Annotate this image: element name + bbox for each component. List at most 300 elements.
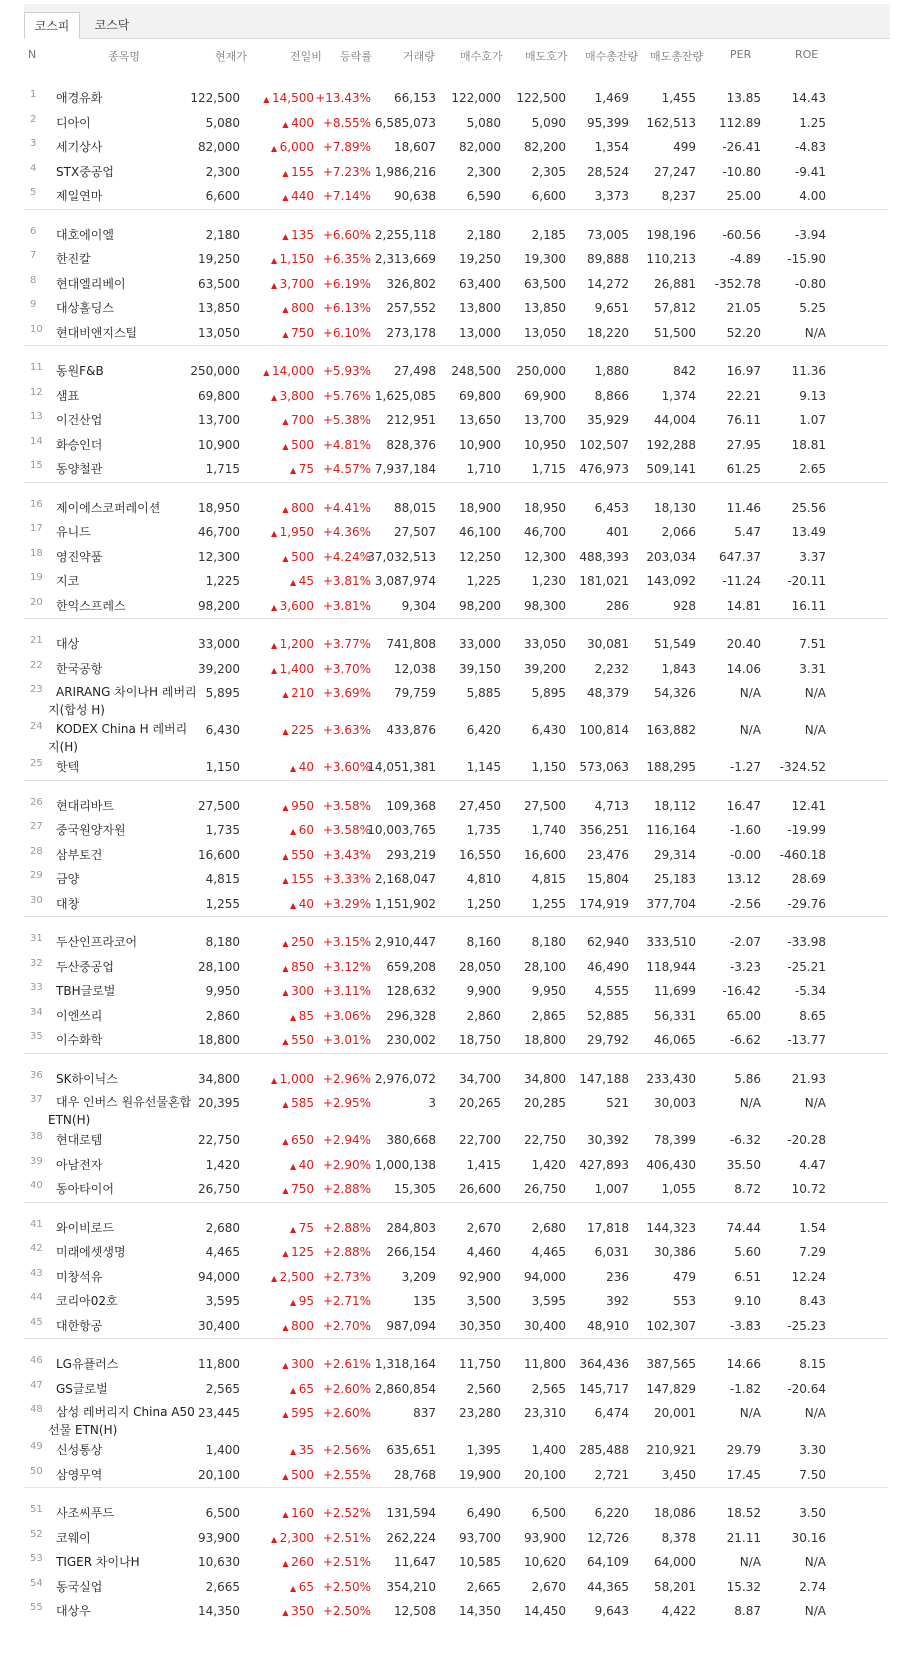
bid-total: 35,929 bbox=[587, 413, 629, 427]
ask-price: 4,465 bbox=[531, 1245, 566, 1259]
up-arrow-icon: ▲ bbox=[282, 119, 292, 129]
ask-price: 13,050 bbox=[524, 325, 566, 340]
stock-name[interactable]: 현대엘리베이 bbox=[56, 276, 126, 291]
ask-total: 499 bbox=[673, 140, 696, 154]
stock-name[interactable]: 대상홀딩스 bbox=[56, 301, 114, 315]
stock-name[interactable]: LG유플러스 bbox=[56, 1357, 119, 1371]
table-row[interactable] bbox=[0, 755, 888, 780]
change-amount-value: 550 bbox=[291, 1033, 314, 1047]
change-rate: +3.11% bbox=[322, 984, 371, 998]
table-row[interactable] bbox=[0, 1128, 888, 1153]
change-amount bbox=[271, 139, 314, 157]
stock-name[interactable]: KODEX China H 레버리지(H) bbox=[48, 722, 188, 754]
stock-name[interactable]: 중국원양자원 bbox=[56, 823, 126, 837]
roe-value: N/A bbox=[804, 686, 826, 700]
ask-total: 26,881 bbox=[654, 276, 696, 291]
roe-value: -20.11 bbox=[787, 574, 826, 588]
stock-name[interactable]: 두산중공업 bbox=[56, 959, 114, 974]
roe-value: N/A bbox=[804, 325, 826, 340]
table-row[interactable] bbox=[0, 160, 888, 185]
table-row[interactable] bbox=[0, 1352, 888, 1377]
ask-total: 3,450 bbox=[661, 1467, 696, 1482]
up-arrow-icon: ▲ bbox=[270, 1075, 280, 1085]
up-arrow-icon: ▲ bbox=[263, 368, 272, 377]
stock-name[interactable]: 현대로템 bbox=[56, 1133, 103, 1147]
stock-name[interactable]: 아남전자 bbox=[56, 1157, 103, 1172]
change-amount-value: 2,500 bbox=[279, 1269, 314, 1284]
table-row[interactable] bbox=[0, 1067, 888, 1092]
row-num: 16 bbox=[30, 498, 43, 510]
change-amount-value: 700 bbox=[291, 413, 314, 427]
change-rate: +2.55% bbox=[322, 1467, 371, 1482]
roe-value: 16.11 bbox=[791, 598, 826, 613]
stock-name[interactable]: 사조씨푸드 bbox=[56, 1506, 114, 1520]
stock-name[interactable]: 미창석유 bbox=[56, 1269, 103, 1284]
stock-name[interactable]: 제이에스코퍼레이션 bbox=[56, 500, 161, 515]
table-row[interactable] bbox=[0, 657, 888, 682]
table-row[interactable] bbox=[0, 1177, 888, 1202]
current-price: 18,950 bbox=[198, 500, 240, 515]
per-value: N/A bbox=[739, 1555, 761, 1569]
current-price: 4,465 bbox=[205, 1245, 240, 1259]
table-row[interactable] bbox=[0, 135, 888, 160]
current-price: 1,255 bbox=[205, 896, 240, 911]
ask-total: 479 bbox=[673, 1269, 696, 1284]
stock-name[interactable]: 대상 bbox=[56, 637, 80, 651]
stock-name[interactable]: TIGER 차이나H bbox=[56, 1555, 140, 1569]
roe-value: 25.56 bbox=[791, 500, 826, 515]
volume: 230,002 bbox=[386, 1033, 436, 1047]
group-spacer bbox=[24, 781, 888, 794]
change-rate: +13.43% bbox=[315, 91, 371, 105]
volume: 9,304 bbox=[401, 598, 436, 613]
change-rate: +4.24% bbox=[322, 549, 371, 564]
table-row[interactable] bbox=[0, 272, 888, 297]
change-amount-value: 585 bbox=[291, 1096, 314, 1110]
row-num: 7 bbox=[30, 250, 37, 261]
stock-name[interactable]: STX중공업 bbox=[56, 164, 114, 179]
table-row[interactable] bbox=[0, 86, 888, 111]
row-group bbox=[24, 1054, 888, 1203]
table-row[interactable] bbox=[0, 569, 888, 594]
stock-name[interactable]: 애경유화 bbox=[56, 91, 103, 105]
per-value: -60.56 bbox=[722, 227, 761, 242]
table-row[interactable] bbox=[0, 1265, 888, 1290]
change-rate: +2.61% bbox=[322, 1357, 371, 1371]
per-value: 27.95 bbox=[726, 437, 761, 452]
bid-price: 1,735 bbox=[466, 823, 501, 837]
roe-value: 18.81 bbox=[791, 437, 826, 452]
ask-price: 46,700 bbox=[524, 525, 566, 539]
table-row[interactable] bbox=[0, 818, 888, 843]
stock-name[interactable]: 대한항공 bbox=[56, 1318, 103, 1333]
per-value: -26.41 bbox=[722, 140, 761, 154]
stock-name[interactable]: 샘표 bbox=[56, 388, 80, 403]
table-row[interactable] bbox=[0, 433, 888, 458]
table-row[interactable] bbox=[0, 1599, 888, 1624]
stock-name[interactable]: 대호에이엘 bbox=[56, 227, 114, 242]
current-price: 2,680 bbox=[205, 1220, 240, 1235]
ask-total: 46,065 bbox=[654, 1033, 696, 1047]
stock-name[interactable]: 삼영무역 bbox=[56, 1467, 103, 1482]
stock-name[interactable]: 디아이 bbox=[56, 115, 91, 130]
current-price: 5,080 bbox=[205, 115, 240, 130]
row-group bbox=[24, 1488, 888, 1624]
change-rate: +2.73% bbox=[322, 1269, 371, 1284]
roe-value: N/A bbox=[804, 1555, 826, 1569]
stock-name[interactable]: GS글로벌 bbox=[56, 1381, 108, 1396]
up-arrow-icon: ▲ bbox=[282, 727, 292, 736]
bid-price: 2,560 bbox=[466, 1381, 501, 1396]
current-price: 11,800 bbox=[198, 1357, 240, 1371]
volume: 14,051,381 bbox=[367, 760, 436, 774]
current-price: 6,430 bbox=[205, 723, 240, 737]
table-row[interactable] bbox=[0, 1463, 888, 1488]
per-value: 35.50 bbox=[726, 1157, 761, 1172]
tab-kosdaq[interactable]: 코스닥 bbox=[94, 18, 130, 32]
stock-name[interactable]: 삼부토건 bbox=[56, 847, 103, 862]
stock-name[interactable]: 한국공항 bbox=[56, 661, 103, 676]
row-num: 47 bbox=[30, 1379, 43, 1391]
stock-name[interactable]: 현대비앤지스틸 bbox=[56, 325, 138, 340]
table-row[interactable] bbox=[0, 1575, 888, 1600]
table-row[interactable] bbox=[0, 632, 888, 657]
change-amount-value: 800 bbox=[291, 1318, 314, 1333]
bid-total: 1,880 bbox=[594, 364, 629, 378]
bid-price: 6,590 bbox=[466, 189, 501, 203]
stock-name[interactable]: 화승인더 bbox=[56, 437, 103, 452]
up-arrow-icon: ▲ bbox=[290, 1447, 299, 1456]
up-arrow-icon: ▲ bbox=[282, 1510, 292, 1519]
up-arrow-icon: ▲ bbox=[290, 1224, 299, 1234]
row-num: 29 bbox=[30, 870, 43, 881]
change-amount bbox=[282, 1554, 314, 1572]
up-arrow-icon: ▲ bbox=[282, 553, 292, 563]
change-amount-value: 3,600 bbox=[279, 598, 314, 613]
up-arrow-icon: ▲ bbox=[270, 529, 280, 538]
row-num: 48 bbox=[30, 1404, 43, 1415]
change-amount-value: 1,400 bbox=[279, 661, 314, 676]
table-row[interactable] bbox=[0, 457, 888, 482]
stock-name[interactable]: 동국실업 bbox=[56, 1579, 103, 1594]
table-row[interactable] bbox=[0, 843, 888, 868]
bid-price: 63,400 bbox=[459, 276, 501, 291]
change-amount bbox=[263, 90, 314, 108]
current-price: 10,630 bbox=[198, 1555, 240, 1569]
table-row[interactable] bbox=[0, 718, 888, 755]
bid-total: 30,392 bbox=[587, 1133, 629, 1147]
table-row[interactable] bbox=[0, 892, 888, 917]
table-row[interactable] bbox=[0, 1153, 888, 1178]
bid-total: 9,651 bbox=[594, 301, 629, 315]
group-spacer bbox=[24, 483, 888, 496]
stock-name[interactable]: SK하이닉스 bbox=[56, 1071, 118, 1086]
table-row[interactable] bbox=[0, 384, 888, 409]
market-tab-bar bbox=[24, 4, 890, 39]
stock-name[interactable]: 한진칼 bbox=[56, 252, 91, 266]
row-num: 25 bbox=[30, 758, 43, 769]
row-num: 36 bbox=[30, 1069, 43, 1081]
stock-name[interactable]: 제일연마 bbox=[56, 189, 103, 203]
stock-name[interactable]: 유니드 bbox=[56, 525, 91, 539]
stock-name[interactable]: 지코 bbox=[56, 574, 80, 588]
row-num: 13 bbox=[30, 411, 43, 422]
bid-total: 364,436 bbox=[579, 1357, 629, 1371]
per-value: 5.47 bbox=[734, 525, 761, 539]
ask-total: 2,066 bbox=[661, 525, 696, 539]
col-ask-header: 매도호가 bbox=[525, 50, 568, 63]
row-num: 19 bbox=[30, 572, 43, 583]
change-rate: +2.94% bbox=[322, 1133, 371, 1147]
ask-price: 9,950 bbox=[531, 984, 566, 998]
change-amount-value: 260 bbox=[291, 1555, 314, 1569]
table-row[interactable] bbox=[0, 1438, 888, 1463]
change-amount bbox=[290, 1008, 314, 1026]
table-row[interactable] bbox=[0, 1028, 888, 1053]
table-row[interactable] bbox=[0, 979, 888, 1004]
up-arrow-icon: ▲ bbox=[282, 504, 292, 514]
table-row[interactable] bbox=[0, 496, 888, 521]
roe-value: 12.41 bbox=[791, 798, 826, 813]
bid-price: 46,100 bbox=[459, 525, 501, 539]
table-row[interactable] bbox=[0, 1240, 888, 1265]
change-amount-value: 95 bbox=[298, 1294, 314, 1308]
change-amount-value: 6,000 bbox=[279, 140, 314, 154]
group-spacer bbox=[24, 210, 888, 223]
stock-name[interactable]: 코리아02호 bbox=[56, 1294, 118, 1308]
table-row[interactable] bbox=[0, 1501, 888, 1526]
ask-total: 18,086 bbox=[654, 1506, 696, 1520]
stock-name[interactable]: 동양철관 bbox=[56, 462, 103, 476]
tab-kospi[interactable]: 코스피 bbox=[24, 12, 80, 39]
table-row[interactable] bbox=[0, 545, 888, 570]
per-value: 52.20 bbox=[726, 325, 761, 340]
bid-total: 9,643 bbox=[594, 1604, 629, 1618]
row-num: 10 bbox=[30, 323, 43, 335]
ask-price: 26,750 bbox=[524, 1182, 566, 1196]
bid-total: 62,940 bbox=[587, 935, 629, 949]
ask-price: 1,150 bbox=[531, 760, 566, 774]
stock-name[interactable]: 현대리바트 bbox=[56, 798, 114, 813]
row-num: 46 bbox=[30, 1355, 43, 1366]
change-amount-value: 65 bbox=[298, 1381, 314, 1396]
change-amount bbox=[271, 661, 314, 679]
change-amount bbox=[290, 573, 314, 591]
volume: 28,768 bbox=[394, 1467, 436, 1482]
bid-price: 18,750 bbox=[459, 1033, 501, 1047]
row-group bbox=[24, 210, 888, 347]
stock-name[interactable]: 미래에셋생명 bbox=[56, 1245, 126, 1259]
change-rate: +3.63% bbox=[322, 723, 371, 737]
change-amount-value: 40 bbox=[298, 896, 314, 911]
group-spacer bbox=[24, 1488, 888, 1501]
per-value: 9.10 bbox=[734, 1294, 761, 1308]
bid-total: 145,717 bbox=[579, 1381, 629, 1396]
change-amount-value: 440 bbox=[291, 189, 314, 203]
stock-name[interactable]: TBH글로벌 bbox=[56, 984, 116, 998]
change-amount bbox=[282, 300, 314, 318]
stock-name[interactable]: 한익스프레스 bbox=[56, 598, 126, 613]
table-row[interactable] bbox=[0, 681, 888, 718]
change-amount-value: 155 bbox=[291, 872, 314, 886]
per-value: 17.45 bbox=[726, 1467, 761, 1482]
current-price: 9,950 bbox=[205, 984, 240, 998]
table-row[interactable] bbox=[0, 594, 888, 619]
table-row[interactable] bbox=[0, 1314, 888, 1339]
current-price: 22,750 bbox=[198, 1133, 240, 1147]
stock-name[interactable]: 이엔쓰리 bbox=[56, 1008, 103, 1023]
volume: 66,153 bbox=[394, 91, 436, 105]
col-roe-header: ROE bbox=[795, 48, 819, 61]
row-num: 5 bbox=[30, 187, 37, 198]
table-row[interactable] bbox=[0, 184, 888, 209]
per-value: -1.82 bbox=[729, 1381, 761, 1396]
stock-name[interactable]: 금양 bbox=[56, 872, 80, 886]
ask-price: 34,800 bbox=[524, 1071, 566, 1086]
ask-price: 1,230 bbox=[531, 574, 566, 588]
change-amount bbox=[271, 636, 314, 654]
volume: 88,015 bbox=[394, 500, 436, 515]
col-bid-header: 매수호가 bbox=[460, 50, 503, 63]
stock-name[interactable]: 두산인프라코어 bbox=[56, 935, 138, 949]
per-value: 5.60 bbox=[734, 1245, 761, 1259]
stock-name[interactable]: 와이비로드 bbox=[56, 1220, 114, 1235]
up-arrow-icon: ▲ bbox=[282, 1249, 292, 1258]
table-row[interactable] bbox=[0, 296, 888, 321]
table-row[interactable] bbox=[0, 794, 888, 819]
row-group bbox=[24, 346, 888, 483]
change-amount bbox=[271, 388, 314, 406]
table-row[interactable] bbox=[0, 1004, 888, 1029]
stock-name[interactable]: 대우 인버스 원유선물혼합 ETN(H) bbox=[48, 1095, 192, 1127]
ask-price: 3,595 bbox=[531, 1294, 566, 1308]
bid-price: 28,050 bbox=[459, 959, 501, 974]
change-amount bbox=[282, 722, 314, 740]
change-amount bbox=[290, 1442, 314, 1460]
stock-name[interactable]: 영진약품 bbox=[56, 549, 103, 564]
table-row[interactable] bbox=[0, 1550, 888, 1575]
volume: 131,594 bbox=[386, 1506, 436, 1520]
table-row[interactable] bbox=[0, 359, 888, 384]
ask-price: 19,300 bbox=[524, 252, 566, 266]
change-rate: +3.58% bbox=[322, 798, 371, 813]
row-num: 18 bbox=[30, 547, 43, 559]
col-per-header: PER bbox=[730, 48, 752, 61]
change-amount bbox=[282, 437, 314, 455]
ask-total: 27,247 bbox=[654, 164, 696, 179]
ask-total: 11,699 bbox=[654, 984, 696, 998]
ask-total: 377,704 bbox=[646, 896, 696, 911]
stock-name[interactable]: 동원F&B bbox=[56, 364, 104, 378]
table-row[interactable] bbox=[0, 1216, 888, 1241]
per-value: 14.06 bbox=[726, 661, 761, 676]
table-row[interactable] bbox=[0, 1526, 888, 1551]
ask-price: 4,815 bbox=[531, 872, 566, 886]
roe-value: -0.80 bbox=[794, 276, 826, 291]
volume: 37,032,513 bbox=[367, 549, 436, 564]
per-value: N/A bbox=[739, 686, 761, 700]
current-price: 12,300 bbox=[198, 549, 240, 564]
up-arrow-icon: ▲ bbox=[270, 1534, 280, 1544]
up-arrow-icon: ▲ bbox=[282, 939, 292, 948]
up-arrow-icon: ▲ bbox=[282, 329, 292, 339]
roe-value: N/A bbox=[804, 1406, 826, 1420]
stock-name[interactable]: 이수화학 bbox=[56, 1033, 103, 1047]
change-rate: +3.58% bbox=[322, 823, 371, 837]
stock-name[interactable]: 동아타이어 bbox=[56, 1182, 114, 1196]
table-row[interactable] bbox=[0, 1401, 888, 1438]
stock-name[interactable]: 코웨이 bbox=[56, 1530, 91, 1545]
change-amount bbox=[282, 412, 314, 430]
change-amount bbox=[282, 1095, 314, 1113]
up-arrow-icon: ▲ bbox=[290, 466, 299, 475]
table-row[interactable] bbox=[0, 321, 888, 346]
volume: 6,585,073 bbox=[374, 115, 436, 130]
ask-total: 30,003 bbox=[654, 1096, 696, 1110]
stock-name[interactable]: 세기상사 bbox=[56, 140, 103, 154]
stock-name[interactable]: 신성통상 bbox=[56, 1443, 103, 1457]
current-price: 30,400 bbox=[198, 1318, 240, 1333]
bid-total: 174,919 bbox=[579, 896, 629, 911]
bid-price: 6,490 bbox=[466, 1506, 501, 1520]
group-spacer bbox=[24, 917, 888, 930]
stock-name[interactable]: ARIRANG 차이나H 레버리지(합성 H) bbox=[48, 685, 197, 717]
row-num: 43 bbox=[30, 1267, 43, 1279]
table-row[interactable] bbox=[0, 1091, 888, 1128]
table-row[interactable] bbox=[0, 955, 888, 980]
ask-price: 98,300 bbox=[524, 598, 566, 613]
table-row[interactable] bbox=[0, 1289, 888, 1314]
per-value: -2.07 bbox=[729, 935, 761, 949]
per-value: 25.00 bbox=[726, 189, 761, 203]
table-row[interactable] bbox=[0, 520, 888, 545]
change-amount bbox=[290, 1157, 314, 1175]
stock-name[interactable]: 핫텍 bbox=[56, 760, 80, 774]
roe-value: 1.07 bbox=[799, 413, 826, 427]
stock-name[interactable]: 이건산업 bbox=[56, 413, 103, 427]
table-row[interactable] bbox=[0, 247, 888, 272]
up-arrow-icon: ▲ bbox=[290, 1298, 299, 1307]
volume: 27,507 bbox=[394, 525, 436, 539]
bid-price: 93,700 bbox=[459, 1530, 501, 1545]
table-row[interactable] bbox=[0, 867, 888, 892]
change-rate: +3.81% bbox=[322, 598, 371, 613]
change-amount bbox=[290, 1579, 314, 1597]
current-price: 20,100 bbox=[198, 1467, 240, 1482]
stock-name[interactable]: 대창 bbox=[56, 896, 80, 911]
roe-value: 21.93 bbox=[791, 1071, 826, 1086]
row-group bbox=[24, 917, 888, 1054]
ask-total: 1,455 bbox=[661, 91, 696, 105]
volume: 2,168,047 bbox=[374, 872, 436, 886]
table-row[interactable] bbox=[0, 223, 888, 248]
change-rate: +2.60% bbox=[322, 1406, 371, 1420]
table-row[interactable] bbox=[0, 111, 888, 136]
ask-total: 188,295 bbox=[646, 760, 696, 774]
table-row[interactable] bbox=[0, 408, 888, 433]
row-num: 4 bbox=[30, 162, 37, 174]
change-rate: +2.90% bbox=[322, 1157, 371, 1172]
stock-name[interactable]: 대상우 bbox=[56, 1604, 91, 1618]
volume: 837 bbox=[413, 1406, 436, 1420]
stock-name[interactable]: 삼성 레버리지 China A50 선물 ETN(H) bbox=[48, 1405, 195, 1437]
table-row[interactable] bbox=[0, 1377, 888, 1402]
bid-price: 1,145 bbox=[466, 760, 501, 774]
bid-price: 22,700 bbox=[459, 1133, 501, 1147]
ask-price: 8,180 bbox=[531, 935, 566, 949]
change-rate: +3.06% bbox=[322, 1008, 371, 1023]
table-row[interactable] bbox=[0, 930, 888, 955]
